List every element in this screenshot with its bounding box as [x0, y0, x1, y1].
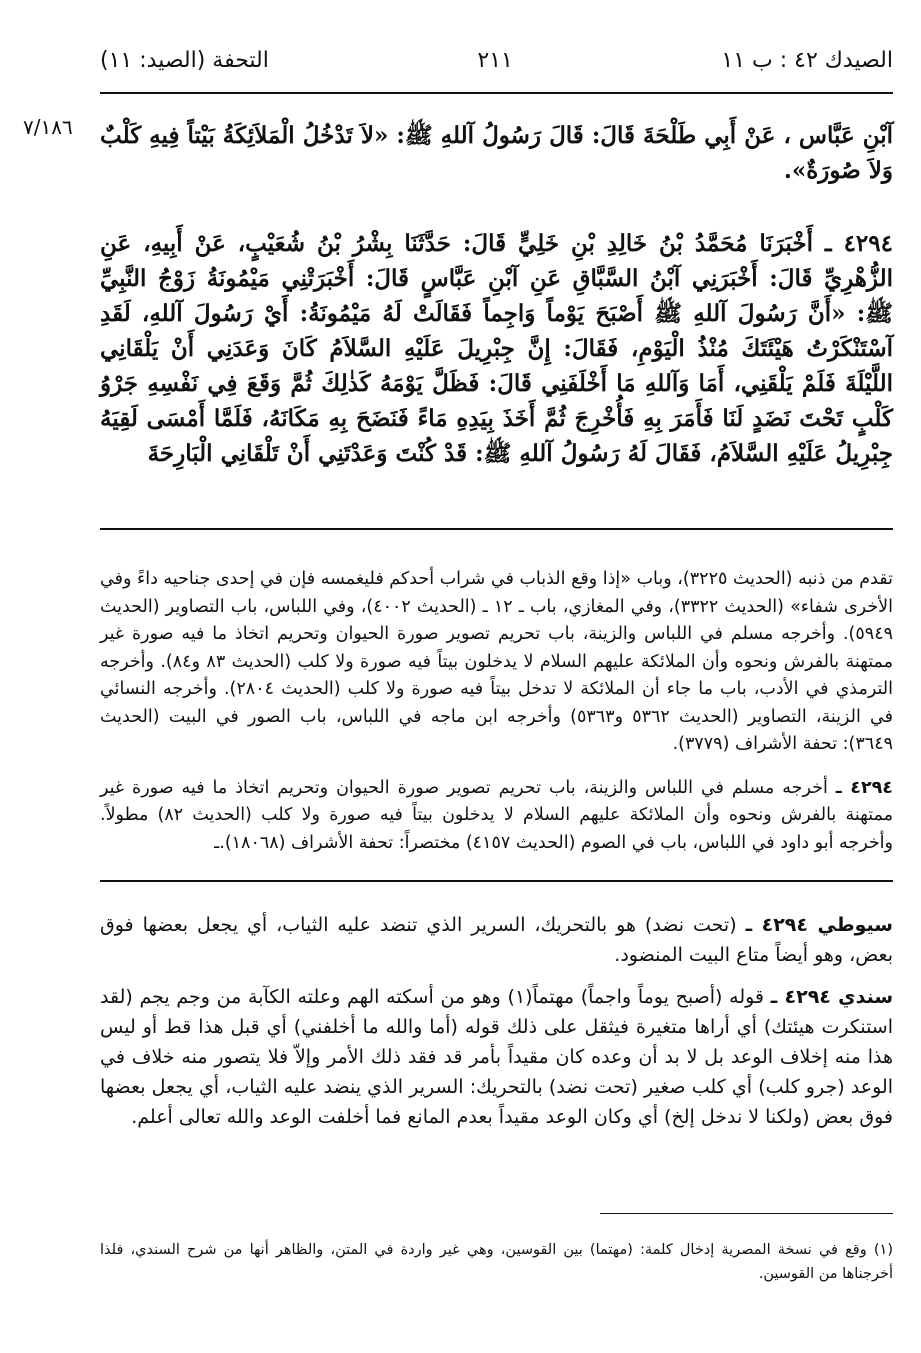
page-number: ٢١١	[477, 47, 513, 73]
main-text-prev	[100, 118, 893, 188]
suyuti-text: (تحت نضد) هو بالتحريك، السرير الذي تنضد عليه الثياب، أي يجعل بعضها فوق بعض، وهو أيضاً متاع البيت المنضود.	[100, 914, 893, 966]
suyuti-commentary	[100, 910, 893, 970]
footnote-rule	[600, 1213, 893, 1214]
notes-divider-rule	[100, 880, 893, 882]
commentary-section	[100, 910, 893, 1132]
sindi-text: قوله (أصبح يوماً واجماً) مهتماً(١) وهو من أسكته الهم وعلته الكآبة من وجم يجم (لقد استنكرت هيئتك) أي أراها متغيرة فيثقل على ذلك قوله (أما والله ما أخلفني) أي قبل هذا قط أو ليس هذا منه إخلاف الوعد بل لا بد أن وعده كان مقيداً بأمر قد فقد ذلك الأمر وإلاّ فلا يتصور منه خلاف في الوعد (جرو كلب) أي كلب صغير (تحت نضد) بالتحريك: السرير الذي ينضد عليه الثياب، أي يجعل بعضها فوق بعض (ولكنا لا ندخل إلخ) أي وكان الوعد مقيداً بعدم المانع فما أخلفت الوعد والله تعالى أعلم.	[100, 986, 893, 1128]
main-divider-rule	[100, 528, 893, 530]
takhrij-note-text: أخرجه مسلم في اللباس والزينة، باب تحريم تصوير صورة الحيوان وتحريم اتخاذ ما فيه صورة غير ممتهنة بالفرش ونحوه وأن الملائكة عليهم السلام لا يدخلون بيتاً فيه صورة ولا كلب (الحديث ٨٢) مطولاً. وأخرجه أبو داود في اللباس، باب في الصوم (الحديث ٤١٥٧) مختصراً: تحفة الأشراف (١٨٠٦٨).ـ	[100, 777, 893, 853]
margin-reference: ٧/١٨٦	[23, 115, 73, 139]
takhrij-note-label: ٤٢٩٤ ـ	[835, 777, 893, 798]
hadith-text: أَخْبَرَنَا مُحَمَّدُ بْنُ خَالِدِ بْنِ خَلِيٍّ قَالَ: حَدَّثَنَا بِشْرُ بْنُ شُعَيْبٍ، عَنْ أَبِيهِ، عَنِ الزُّهْرِيِّ قَالَ: أَخْبَرَنِي آبْنُ السَّبَّاقِ عَنِ آبْنِ عَبَّاسٍ قَالَ: أَخْبَرَتْنِي مَيْمُونَةُ زَوْجُ النَّبِيِّ ﷺ: «أَنَّ رَسُولَ آللهِ ﷺ أَصْبَحَ يَوْماً وَاجِماً فَقَالَتْ لَهُ مَيْمُونَةُ: أَيْ رَسُولَ آللهِ، لَقَدِ آسْتَنْكَرْتُ هَيْئَتَكَ مُنْذُ الْيَوْمِ، فَقَالَ: إِنَّ جِبْرِيلَ عَلَيْهِ السَّلاَمُ كَانَ وَعَدَنِي أَنْ يَلْقَانِي اللَّيْلَةَ فَلَمْ يَلْقَنِي، أَمَا وَآللهِ مَا أَخْلَفَنِي قَالَ: فَظَلَّ يَوْمَهُ كَذٰلِكَ ثُمَّ وَقَعَ فِي نَفْسِهِ جَرْوُ كَلْبٍ تَحْتَ نَضَدٍ لَنَا فَأَمَرَ بِهِ فَأُخْرِجَ ثُمَّ أَخَذَ بِيَدِهِ مَاءً فَنَضَحَ بِهِ مَكَانَهُ، فَلَمَّا أَمْسَى لَقِيَهُ جِبْرِيلُ عَلَيْهِ السَّلاَمُ، فَقَالَ لَهُ رَسُولُ آللهِ ﷺ: قَدْ كُنْتَ وَعَدْتَنِي أَنْ تَلْقَانِي الْبَارِحَةَ	[100, 230, 893, 467]
takhrij-notes	[100, 566, 893, 857]
page-header	[100, 40, 893, 80]
sindi-label: سندي ٤٢٩٤ ـ	[770, 986, 894, 1008]
hadith-paragraph	[100, 226, 893, 471]
header-tuhfa-ref: التحفة (الصيد: ١١)	[100, 47, 269, 73]
suyuti-label: سيوطي ٤٢٩٤ ـ	[745, 914, 893, 936]
header-rule	[100, 92, 893, 94]
header-chapter-ref: الصيدك ٤٢ : ب ١١	[721, 47, 893, 73]
hadith-4294	[100, 226, 893, 471]
takhrij-prev-note: تقدم من ذنبه (الحديث ٣٢٢٥)، وباب «إذا وقع الذباب في شراب أحدكم فليغمسه فإن في إحدى جناحيه داءً وفي الأخرى شفاء» (الحديث ٣٣٢٢)، وفي المغازي، باب ـ ١٢ ـ (الحديث ٤٠٠٢)، وفي اللباس، باب التصاوير (الحديث ٥٩٤٩). وأخرجه مسلم في اللباس والزينة، باب تحريم تصوير صورة الحيوان وتحريم اتخاذ ما فيه صورة غير ممتهنة بالفرش ونحوه وأن الملائكة عليهم السلام لا يدخلون بيتاً فيه صورة ولا كلب (الحديث ٨٣ و٨٤). وأخرجه الترمذي في الأدب، باب ما جاء أن الملائكة لا تدخل بيتاً فيه صورة ولا كلب (الحديث ٢٨٠٤). وأخرجه النسائي في الزينة، التصاوير (الحديث ٥٣٦٢ و٥٣٦٣) وأخرجه ابن ماجه في اللباس، باب الصور في البيت (الحديث ٣٦٤٩): تحفة الأشراف (٣٧٧٩).	[100, 569, 893, 754]
takhrij-note-4294	[100, 775, 893, 858]
sindi-commentary	[100, 982, 893, 1132]
previous-hadith-end: آبْنِ عَبَّاس ، عَنْ أَبِي طَلْحَةَ قَالَ: قَالَ رَسُولُ آللهِ ﷺ: «لاَ تَدْخُلُ الْمَلاَئِكَةُ بَيْتاً فِيهِ كَلْبٌ وَلاَ صُورَةٌ».	[100, 122, 893, 184]
hadith-number: ٤٢٩٤ ـ	[824, 230, 893, 257]
footnote-section	[100, 1238, 893, 1286]
footnote-1: (١) وقع في نسخة المصرية إدخال كلمة: (مهتما) بين القوسين، وهي غير واردة في المتن، والظاهر أنها من شرح السندي، فلذا أخرجناها من القوسين.	[100, 1242, 893, 1282]
